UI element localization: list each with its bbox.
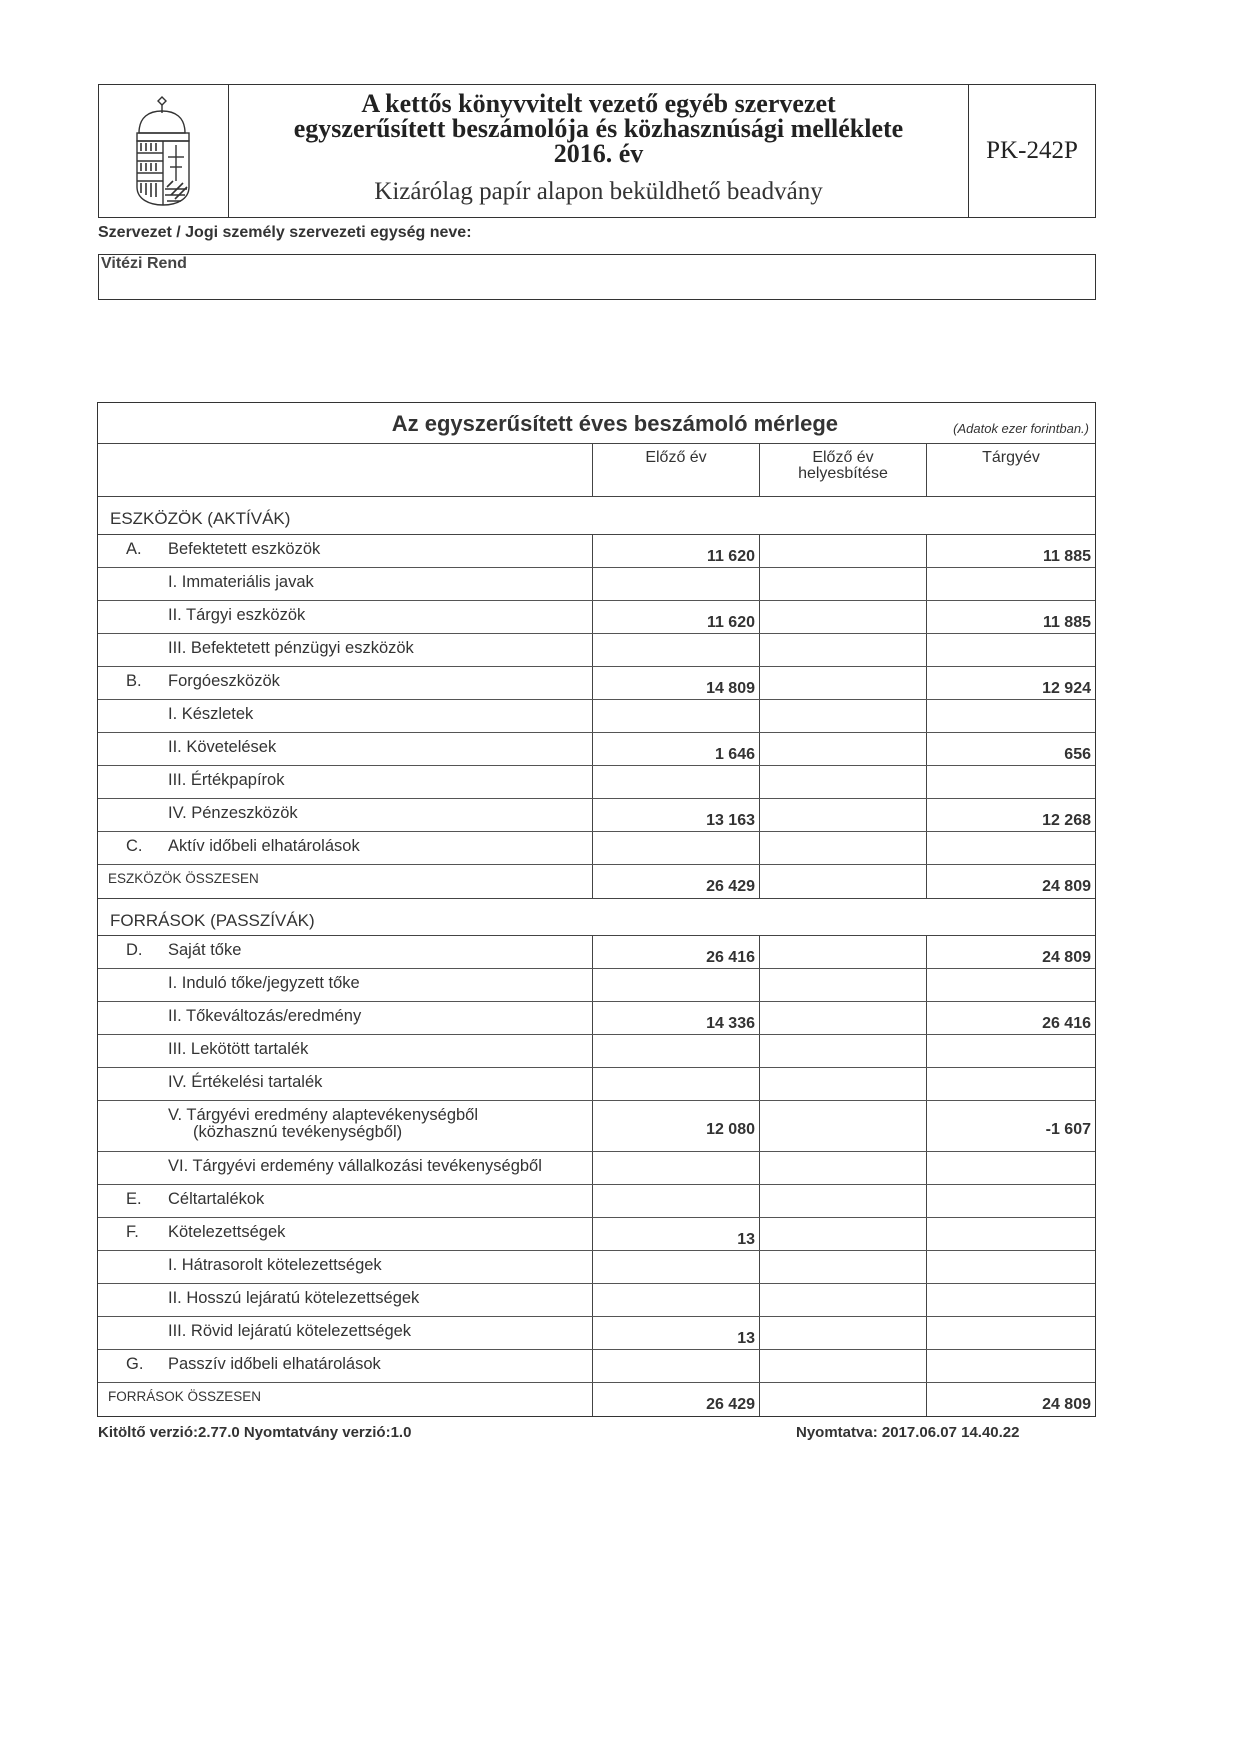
row-label xyxy=(168,1074,322,1091)
row-label-cell xyxy=(98,766,593,798)
column-header-correction xyxy=(760,444,927,496)
title-line-1: A kettős könyvvitelt vezető egyéb szervezet xyxy=(361,89,836,118)
correction-value xyxy=(760,1383,927,1416)
correction-value xyxy=(760,1101,927,1151)
row-label-line1: I. Immateriális javak xyxy=(168,573,314,591)
current-year-value: 12 924 xyxy=(1042,680,1091,697)
column-header-previous-year: Előző év xyxy=(593,444,760,496)
previous-year-value: 26 429 xyxy=(593,1383,760,1416)
correction-value xyxy=(760,667,927,699)
row-label-line1: II. Tárgyi eszközök xyxy=(168,606,306,624)
row-label-cell xyxy=(98,1152,593,1184)
balance-sheet-title: Az egyszerűsített éves beszámoló mérlege xyxy=(391,411,838,436)
total-row xyxy=(98,1383,1095,1416)
row-label xyxy=(168,574,314,591)
row-label-cell xyxy=(98,1383,593,1416)
correction-value xyxy=(760,1317,927,1349)
current-year-value: 24 809 xyxy=(1042,878,1091,895)
row-label-cell xyxy=(98,1068,593,1100)
table-row xyxy=(98,1284,1095,1317)
correction-value xyxy=(760,1035,927,1067)
row-label-cell xyxy=(98,1185,593,1217)
table-row xyxy=(98,1035,1095,1068)
organization-field xyxy=(98,254,1096,300)
row-label-line1: V. Tárgyévi eredmény alaptevékenységből xyxy=(168,1106,479,1124)
table-row xyxy=(98,1350,1095,1383)
current-year-value: 12 268 xyxy=(1042,812,1091,829)
table-row xyxy=(98,535,1095,568)
row-label-line1: IV. Értékelési tartalék xyxy=(168,1073,323,1091)
column-header-current-year: Tárgyév xyxy=(982,449,1040,466)
row-label: Aktív időbeli elhatárolások xyxy=(168,837,360,855)
current-year-value xyxy=(927,1350,1095,1382)
form-code: PK-242P xyxy=(986,137,1078,164)
previous-year-value xyxy=(593,1035,760,1067)
row-label-line2: (közhasznú tevékenységből) xyxy=(193,1123,403,1141)
correction-value xyxy=(760,766,927,798)
row-label xyxy=(168,1290,419,1307)
correction-value xyxy=(760,1068,927,1100)
row-label-cell xyxy=(98,936,593,968)
previous-year-value xyxy=(593,1152,760,1184)
row-label-line1: III. Befektetett pénzügyi eszközök xyxy=(168,639,414,657)
current-year-value xyxy=(927,700,1095,732)
correction-value xyxy=(760,1251,927,1283)
correction-value xyxy=(760,634,927,666)
previous-year-value: 11 620 xyxy=(593,535,760,567)
form-title xyxy=(229,85,969,217)
balance-sheet-table xyxy=(97,402,1096,1417)
correction-value xyxy=(760,1284,927,1316)
organization-label: Szervezet / Jogi személy szervezeti egység neve: xyxy=(98,224,472,241)
previous-year-value: 14 809 xyxy=(593,667,760,699)
current-year-value xyxy=(927,568,1095,600)
row-label-cell xyxy=(98,601,593,633)
row-label xyxy=(168,1158,542,1175)
correction-value xyxy=(760,799,927,831)
assets-heading: ESZKÖZÖK (AKTÍVÁK) xyxy=(98,497,1095,535)
row-letter: B. xyxy=(126,672,142,690)
current-year-value xyxy=(927,634,1095,666)
previous-year-value xyxy=(593,568,760,600)
current-year-value xyxy=(927,969,1095,1001)
table-row xyxy=(98,733,1095,766)
previous-year-value: 13 xyxy=(593,1317,760,1349)
table-row xyxy=(98,1002,1095,1035)
row-label xyxy=(168,1257,382,1274)
title-line-2: egyszerűsített beszámolója és közhasznúsági melléklete xyxy=(293,114,904,143)
liabilities-rows xyxy=(98,936,1095,1416)
table-row xyxy=(98,936,1095,969)
row-label: Forgóeszközök xyxy=(168,672,280,690)
current-year-value xyxy=(927,1185,1095,1217)
row-label xyxy=(168,607,305,624)
row-label-cell xyxy=(98,568,593,600)
hungarian-coat-of-arms-icon xyxy=(129,95,199,207)
row-label-cell xyxy=(98,1251,593,1283)
row-letter: C. xyxy=(126,837,143,855)
table-row xyxy=(98,700,1095,733)
row-label xyxy=(168,739,276,756)
table-row xyxy=(98,1068,1095,1101)
row-label-line1: II. Tőkeváltozás/eredmény xyxy=(168,1007,362,1025)
correction-value xyxy=(760,1152,927,1184)
current-year-value xyxy=(927,766,1095,798)
current-year-value xyxy=(927,1218,1095,1250)
previous-year-value: 1 646 xyxy=(593,733,760,765)
row-label: Céltartalékok xyxy=(168,1190,265,1208)
row-label-line1: III. Rövid lejáratú kötelezettségek xyxy=(168,1322,412,1340)
row-letter: G. xyxy=(126,1355,144,1373)
row-label-line1: I. Hátrasorolt kötelezettségek xyxy=(168,1256,382,1274)
column-header-correction-line2: helyesbítése xyxy=(798,465,888,482)
current-year-value xyxy=(927,1068,1095,1100)
previous-year-value xyxy=(593,766,760,798)
table-row xyxy=(98,634,1095,667)
previous-year-value xyxy=(593,832,760,864)
total-row xyxy=(98,865,1095,898)
table-row xyxy=(98,667,1095,700)
row-label-cell xyxy=(98,1350,593,1382)
previous-year-value: 12 080 xyxy=(593,1101,760,1151)
previous-year-value xyxy=(593,1185,760,1217)
row-letter: E. xyxy=(126,1190,142,1208)
correction-value xyxy=(760,1350,927,1382)
table-row xyxy=(98,1251,1095,1284)
column-header-row xyxy=(98,444,1095,497)
correction-value xyxy=(760,568,927,600)
table-row xyxy=(98,1185,1095,1218)
crest-cell xyxy=(99,85,229,217)
previous-year-value: 26 416 xyxy=(593,936,760,968)
row-label-cell xyxy=(98,1035,593,1067)
table-row xyxy=(98,1218,1095,1251)
row-label-line1: VI. Tárgyévi erdemény vállalkozási tevékenységből xyxy=(168,1157,542,1175)
row-label: FORRÁSOK ÖSSZESEN xyxy=(108,1389,262,1404)
table-row xyxy=(98,1317,1095,1350)
current-year-value: -1 607 xyxy=(1045,1121,1091,1138)
correction-value xyxy=(760,733,927,765)
row-label: ESZKÖZÖK ÖSSZESEN xyxy=(108,871,259,886)
row-label-cell xyxy=(98,799,593,831)
row-label xyxy=(168,1323,411,1340)
current-year-value: 24 809 xyxy=(1042,1396,1091,1413)
row-label-line1: II. Hosszú lejáratú kötelezettségek xyxy=(168,1289,420,1307)
row-label-line1: III. Értékpapírok xyxy=(168,771,285,789)
table-row xyxy=(98,568,1095,601)
row-label-cell xyxy=(98,667,593,699)
table-row xyxy=(98,1152,1095,1185)
previous-year-value xyxy=(593,634,760,666)
current-year-value xyxy=(927,1152,1095,1184)
table-row xyxy=(98,601,1095,634)
organization-value: Vitézi Rend xyxy=(101,255,187,272)
row-letter: D. xyxy=(126,941,143,959)
correction-value xyxy=(760,969,927,1001)
table-row xyxy=(98,1101,1095,1152)
row-letter: F. xyxy=(126,1223,139,1241)
row-label-cell xyxy=(98,1317,593,1349)
row-label xyxy=(168,975,360,992)
column-header-label xyxy=(98,444,593,496)
print-timestamp: Nyomtatva: 2017.06.07 14.40.22 xyxy=(796,1424,1020,1441)
table-row xyxy=(98,766,1095,799)
row-label-line1: I. Készletek xyxy=(168,705,254,723)
row-label xyxy=(168,1107,478,1141)
column-header-correction-line1: Előző év xyxy=(812,449,874,466)
table-row xyxy=(98,969,1095,1002)
version-info: Kitöltő verzió:2.77.0 Nyomtatvány verzió:1.0 xyxy=(98,1424,412,1441)
form-header xyxy=(98,84,1096,218)
row-label: Kötelezettségek xyxy=(168,1223,286,1241)
correction-value xyxy=(760,700,927,732)
balance-sheet-title-row xyxy=(98,403,1095,444)
correction-value xyxy=(760,1218,927,1250)
correction-value xyxy=(760,865,927,898)
title-subtitle: Kizárólag papír alapon beküldhető beadvány xyxy=(374,178,823,205)
current-year-value xyxy=(927,1251,1095,1283)
previous-year-value: 26 429 xyxy=(593,865,760,898)
row-label xyxy=(168,805,298,822)
current-year-value xyxy=(927,1284,1095,1316)
row-label-line1: IV. Pénzeszközök xyxy=(168,804,298,822)
row-label: Passzív időbeli elhatárolások xyxy=(168,1355,381,1373)
correction-value xyxy=(760,1185,927,1217)
row-label-cell xyxy=(98,733,593,765)
previous-year-value xyxy=(593,700,760,732)
units-note: (Adatok ezer forintban.) xyxy=(953,421,1089,436)
previous-year-value xyxy=(593,1284,760,1316)
row-label-cell xyxy=(98,832,593,864)
row-label xyxy=(168,772,284,789)
row-label: Saját tőke xyxy=(168,941,242,959)
row-label-cell xyxy=(98,865,593,898)
previous-year-value xyxy=(593,1251,760,1283)
current-year-value: 26 416 xyxy=(1042,1015,1091,1032)
current-year-value: 11 885 xyxy=(1042,548,1091,565)
previous-year-value: 13 xyxy=(593,1218,760,1250)
row-label xyxy=(168,1008,361,1025)
row-label-line1: I. Induló tőke/jegyzett tőke xyxy=(168,974,360,992)
assets-rows xyxy=(98,535,1095,898)
row-label-line1: III. Lekötött tartalék xyxy=(168,1040,309,1058)
table-row xyxy=(98,799,1095,832)
previous-year-value: 13 163 xyxy=(593,799,760,831)
correction-value xyxy=(760,535,927,567)
row-label-line1: II. Követelések xyxy=(168,738,277,756)
row-letter: A. xyxy=(126,540,142,558)
row-label-cell xyxy=(98,1002,593,1034)
table-row xyxy=(98,832,1095,865)
previous-year-value xyxy=(593,969,760,1001)
current-year-value: 656 xyxy=(1064,746,1091,763)
row-label-cell xyxy=(98,535,593,567)
correction-value xyxy=(760,1002,927,1034)
title-line-3: 2016. év xyxy=(553,139,644,168)
row-label xyxy=(168,640,414,657)
current-year-value xyxy=(927,1317,1095,1349)
current-year-value xyxy=(927,1035,1095,1067)
correction-value xyxy=(760,601,927,633)
row-label xyxy=(168,1041,308,1058)
row-label-cell xyxy=(98,700,593,732)
correction-value xyxy=(760,832,927,864)
row-label-cell xyxy=(98,1218,593,1250)
previous-year-value: 14 336 xyxy=(593,1002,760,1034)
previous-year-value xyxy=(593,1068,760,1100)
previous-year-value: 11 620 xyxy=(593,601,760,633)
current-year-value: 24 809 xyxy=(1042,949,1091,966)
current-year-value xyxy=(927,832,1095,864)
row-label-cell xyxy=(98,969,593,1001)
row-label-cell xyxy=(98,1284,593,1316)
row-label xyxy=(168,706,253,723)
row-label-cell xyxy=(98,1101,593,1151)
row-label: Befektetett eszközök xyxy=(168,540,321,558)
current-year-value: 11 885 xyxy=(1042,614,1091,631)
liabilities-heading: FORRÁSOK (PASSZÍVÁK) xyxy=(98,898,1095,936)
previous-year-value xyxy=(593,1350,760,1382)
row-label-cell xyxy=(98,634,593,666)
correction-value xyxy=(760,936,927,968)
